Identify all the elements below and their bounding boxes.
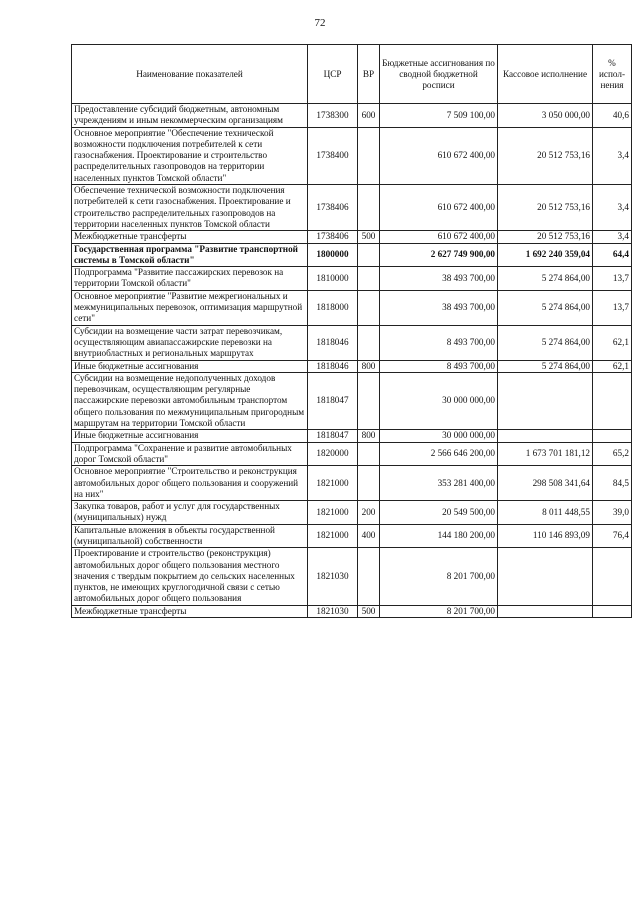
row-percent: 62,1 — [593, 360, 632, 372]
row-csr: 1818000 — [308, 290, 358, 325]
table-row — [72, 127, 632, 184]
row-cash-execution — [498, 430, 593, 442]
row-cash-execution: 298 508 341,64 — [498, 466, 593, 501]
row-assignments: 38 493 700,00 — [380, 290, 498, 325]
row-vr — [358, 548, 380, 605]
row-cash-execution: 1 673 701 181,12 — [498, 442, 593, 466]
table-row — [72, 360, 632, 372]
row-name: Подпрограмма "Развитие пассажирских перевозок на территории Томской области" — [72, 267, 308, 291]
row-cash-execution — [498, 548, 593, 605]
row-name: Подпрограмма "Сохранение и развитие автомобильных дорог Томской области" — [72, 442, 308, 466]
row-cash-execution: 5 274 864,00 — [498, 267, 593, 291]
row-percent: 3,4 — [593, 185, 632, 231]
row-percent — [593, 372, 632, 429]
row-percent: 84,5 — [593, 466, 632, 501]
table-row — [72, 243, 632, 267]
row-assignments: 144 180 200,00 — [380, 524, 498, 548]
table-row — [72, 524, 632, 548]
row-cash-execution: 3 050 000,00 — [498, 104, 593, 128]
row-percent: 3,4 — [593, 127, 632, 184]
table-row — [72, 185, 632, 231]
row-csr: 1821030 — [308, 548, 358, 605]
table-row — [72, 290, 632, 325]
table-row — [72, 501, 632, 525]
row-name: Проектирование и строительство (реконструкция) автомобильных дорог общего пользования местного значения с твердым покрытием до сельских населенных пунктов, не имеющих круглогодичной связи с сетью автомобильных дорог общего пользования — [72, 548, 308, 605]
row-vr: 800 — [358, 360, 380, 372]
row-name: Основное мероприятие "Обеспечение технической возможности подключения потребителей к сети газоснабжения. Проектирование и строительство распределительных газопроводов на территории населенных пунктов Томской области" — [72, 127, 308, 184]
row-cash-execution: 5 274 864,00 — [498, 325, 593, 360]
row-name: Обеспечение технической возможности подключения потребителей к сети газоснабжения. Проектирование и строительство распределительных газопроводов на территории населенных пунктов Томской области — [72, 185, 308, 231]
row-vr — [358, 267, 380, 291]
row-name: Субсидии на возмещение части затрат перевозчикам, осуществляющим авиапассажирские перевозки на внутриобластных и региональных маршрутах — [72, 325, 308, 360]
row-name: Межбюджетные трансферты — [72, 605, 308, 617]
header-cash-execution: Кассовое исполнение — [498, 45, 593, 104]
header-csr: ЦСР — [308, 45, 358, 104]
row-percent: 13,7 — [593, 267, 632, 291]
row-assignments: 8 493 700,00 — [380, 325, 498, 360]
row-percent: 40,6 — [593, 104, 632, 128]
row-vr — [358, 325, 380, 360]
header-assignments: Бюджетные ассигнования по сводной бюджетной росписи — [380, 45, 498, 104]
row-percent — [593, 430, 632, 442]
row-csr: 1820000 — [308, 442, 358, 466]
row-csr: 1800000 — [308, 243, 358, 267]
row-vr — [358, 466, 380, 501]
row-cash-execution: 5 274 864,00 — [498, 360, 593, 372]
row-cash-execution — [498, 372, 593, 429]
row-csr: 1738406 — [308, 231, 358, 243]
row-assignments: 7 509 100,00 — [380, 104, 498, 128]
row-csr: 1821000 — [308, 466, 358, 501]
header-percent: % испол-нения — [593, 45, 632, 104]
table-row — [72, 442, 632, 466]
row-assignments: 38 493 700,00 — [380, 267, 498, 291]
row-csr: 1818047 — [308, 430, 358, 442]
row-percent: 39,0 — [593, 501, 632, 525]
table-row — [72, 104, 632, 128]
row-percent: 64,4 — [593, 243, 632, 267]
row-csr: 1738400 — [308, 127, 358, 184]
row-assignments: 8 201 700,00 — [380, 548, 498, 605]
budget-execution-table — [71, 44, 632, 618]
row-name: Субсидии на возмещение недополученных доходов перевозчикам, осуществляющим регулярные пассажирские перевозки автомобильным транспортом общего пользования по межмуниципальным пригородным маршрутам на территории Томской области — [72, 372, 308, 429]
row-assignments: 8 201 700,00 — [380, 605, 498, 617]
row-vr: 800 — [358, 430, 380, 442]
table-row — [72, 372, 632, 429]
row-vr: 500 — [358, 231, 380, 243]
row-csr: 1821000 — [308, 501, 358, 525]
row-cash-execution — [498, 605, 593, 617]
row-vr: 500 — [358, 605, 380, 617]
row-vr: 400 — [358, 524, 380, 548]
table-row — [72, 267, 632, 291]
row-cash-execution: 20 512 753,16 — [498, 127, 593, 184]
table-row — [72, 231, 632, 243]
row-cash-execution: 5 274 864,00 — [498, 290, 593, 325]
row-name: Капитальные вложения в объекты государственной (муниципальной) собственности — [72, 524, 308, 548]
row-assignments: 2 566 646 200,00 — [380, 442, 498, 466]
row-name: Иные бюджетные ассигнования — [72, 360, 308, 372]
row-assignments: 610 672 400,00 — [380, 185, 498, 231]
row-cash-execution: 20 512 753,16 — [498, 231, 593, 243]
row-cash-execution: 110 146 893,09 — [498, 524, 593, 548]
row-percent: 3,4 — [593, 231, 632, 243]
row-percent: 65,2 — [593, 442, 632, 466]
table-row — [72, 325, 632, 360]
table-row — [72, 605, 632, 617]
row-name: Основное мероприятие "Развитие межрегиональных и межмуниципальных перевозок, оптимизация маршрутной сети" — [72, 290, 308, 325]
row-assignments: 2 627 749 900,00 — [380, 243, 498, 267]
row-assignments: 8 493 700,00 — [380, 360, 498, 372]
table-header-row — [72, 45, 632, 104]
row-vr: 600 — [358, 104, 380, 128]
row-name: Закупка товаров, работ и услуг для государственных (муниципальных) нужд — [72, 501, 308, 525]
row-assignments: 353 281 400,00 — [380, 466, 498, 501]
row-vr — [358, 185, 380, 231]
row-assignments: 610 672 400,00 — [380, 231, 498, 243]
row-percent: 13,7 — [593, 290, 632, 325]
row-vr — [358, 290, 380, 325]
row-csr: 1738300 — [308, 104, 358, 128]
row-csr: 1818046 — [308, 360, 358, 372]
row-cash-execution: 1 692 240 359,04 — [498, 243, 593, 267]
row-vr — [358, 372, 380, 429]
row-percent — [593, 548, 632, 605]
row-assignments: 30 000 000,00 — [380, 430, 498, 442]
row-csr: 1821000 — [308, 524, 358, 548]
row-csr: 1810000 — [308, 267, 358, 291]
row-cash-execution: 8 011 448,55 — [498, 501, 593, 525]
row-vr — [358, 127, 380, 184]
row-name: Государственная программа "Развитие транспортной системы в Томской области" — [72, 243, 308, 267]
row-name: Иные бюджетные ассигнования — [72, 430, 308, 442]
row-name: Предоставление субсидий бюджетным, автономным учреждениям и иным некоммерческим организациям — [72, 104, 308, 128]
row-csr: 1738406 — [308, 185, 358, 231]
table-row — [72, 466, 632, 501]
table-row — [72, 548, 632, 605]
row-csr: 1818047 — [308, 372, 358, 429]
row-percent — [593, 605, 632, 617]
row-vr — [358, 442, 380, 466]
row-cash-execution: 20 512 753,16 — [498, 185, 593, 231]
row-name: Основное мероприятие "Строительство и реконструкция автомобильных дорог общего пользования и сооружений на них" — [72, 466, 308, 501]
row-percent: 62,1 — [593, 325, 632, 360]
header-name: Наименование показателей — [72, 45, 308, 104]
row-vr: 200 — [358, 501, 380, 525]
header-vr: ВР — [358, 45, 380, 104]
row-percent: 76,4 — [593, 524, 632, 548]
page-number: 72 — [314, 17, 326, 29]
row-name: Межбюджетные трансферты — [72, 231, 308, 243]
row-csr: 1818046 — [308, 325, 358, 360]
row-assignments: 20 549 500,00 — [380, 501, 498, 525]
row-csr: 1821030 — [308, 605, 358, 617]
row-vr — [358, 243, 380, 267]
table-row — [72, 430, 632, 442]
row-assignments: 30 000 000,00 — [380, 372, 498, 429]
row-assignments: 610 672 400,00 — [380, 127, 498, 184]
